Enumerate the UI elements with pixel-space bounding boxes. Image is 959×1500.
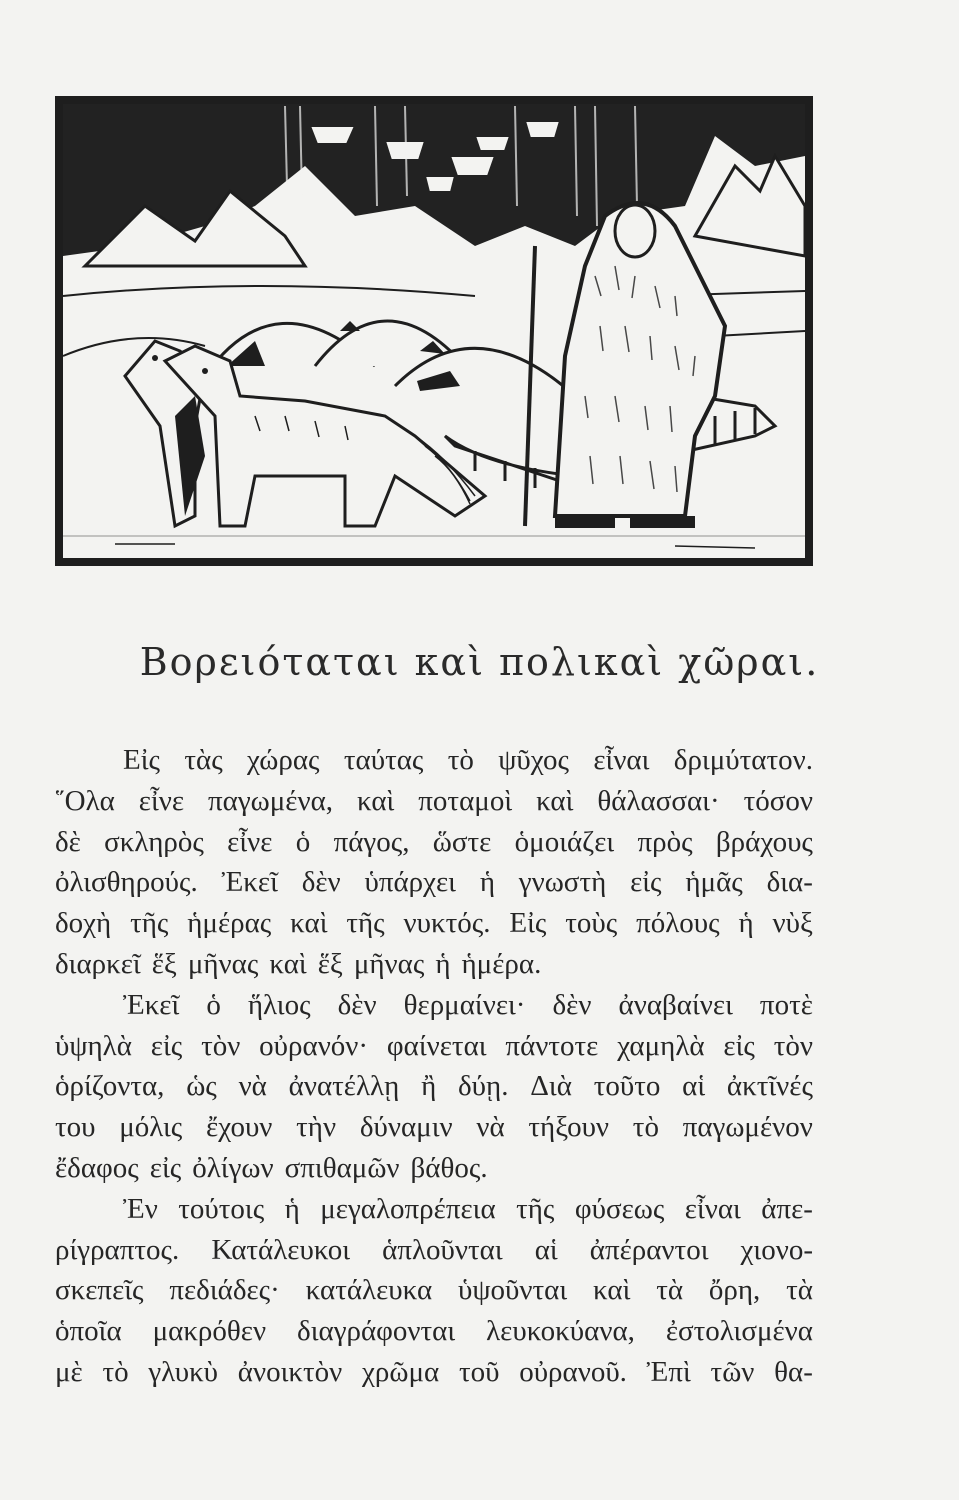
text-line: δὲ σκληρὸς εἶνε ὁ πάγος, ὥστε ὁμοιάζει πρὸς βράχους <box>55 825 813 858</box>
text-line: ὁρίζοντα, ὡς νὰ ἀνατέλλῃ ἢ δύῃ. Διὰ τοῦτο αἱ ἀκτῖνές <box>55 1070 813 1103</box>
body-text <box>55 740 813 1393</box>
text-line: δοχὴ τῆς ἡμέρας καὶ τῆς νυκτός. Εἰς τοὺς πόλους ἡ νὺξ <box>55 907 813 940</box>
paragraph <box>55 1189 813 1393</box>
text-line: Εἰς τὰς χώρας ταύτας τὸ ψῦχος εἶναι δριμύτατον. <box>123 744 813 776</box>
text-line: του μόλις ἔχουν τὴν δύναμιν νὰ τήξουν τὸ παγωμένον <box>55 1111 813 1144</box>
text-line: μὲ τὸ γλυκὺ ἀνοικτὸν χρῶμα τοῦ οὐρανοῦ. Ἐπὶ τῶν θα- <box>55 1355 813 1388</box>
text-line: σκεπεῖς πεδιάδες· κατάλευκα ὑψοῦνται καὶ τὰ ὄρη, τὰ <box>55 1274 813 1307</box>
text-line: ὀλισθηρούς. Ἐκεῖ δὲν ὑπάρχει ἡ γνωστὴ εἰς ἡμᾶς δια- <box>55 866 813 899</box>
page-title: Βορειόταται καὶ πολικαὶ χῶραι. <box>139 640 820 684</box>
text-line: ρίγραπτος. Κατάλευκοι ἁπλοῦνται αἱ ἀπέραντοι χιονο- <box>55 1233 813 1266</box>
text-line: διαρκεῖ ἕξ μῆνας καὶ ἕξ μῆνας ἡ ἡμέρα. <box>55 947 542 980</box>
text-line: ἔδαφος εἰς ὀλίγων σπιθαμῶν βάθος. <box>55 1151 488 1184</box>
arctic-woodcut-illustration <box>55 96 813 568</box>
text-line: ὁποῖα μακρόθεν διαγράφονται λευκοκύανα, ἐστολισμένα <box>55 1315 813 1348</box>
text-line: ὑψηλὰ εἰς τὸν οὐρανόν· φαίνεται πάντοτε χαμηλὰ εἰς τὸν <box>55 1029 813 1062</box>
text-line: Ἐν τούτοις ἡ μεγαλοπρέπεια τῆς φύσεως εἶναι ἀπε- <box>123 1192 813 1225</box>
text-line: ῞Ολα εἶνε παγωμένα, καὶ ποταμοὶ καὶ θάλασσαι· τόσον <box>55 784 813 817</box>
paragraph <box>55 740 813 985</box>
paragraph <box>55 985 813 1189</box>
text-line: Ἐκεῖ ὁ ἥλιος δὲν θερμαίνει· δὲν ἀναβαίνει ποτὲ <box>123 988 813 1021</box>
